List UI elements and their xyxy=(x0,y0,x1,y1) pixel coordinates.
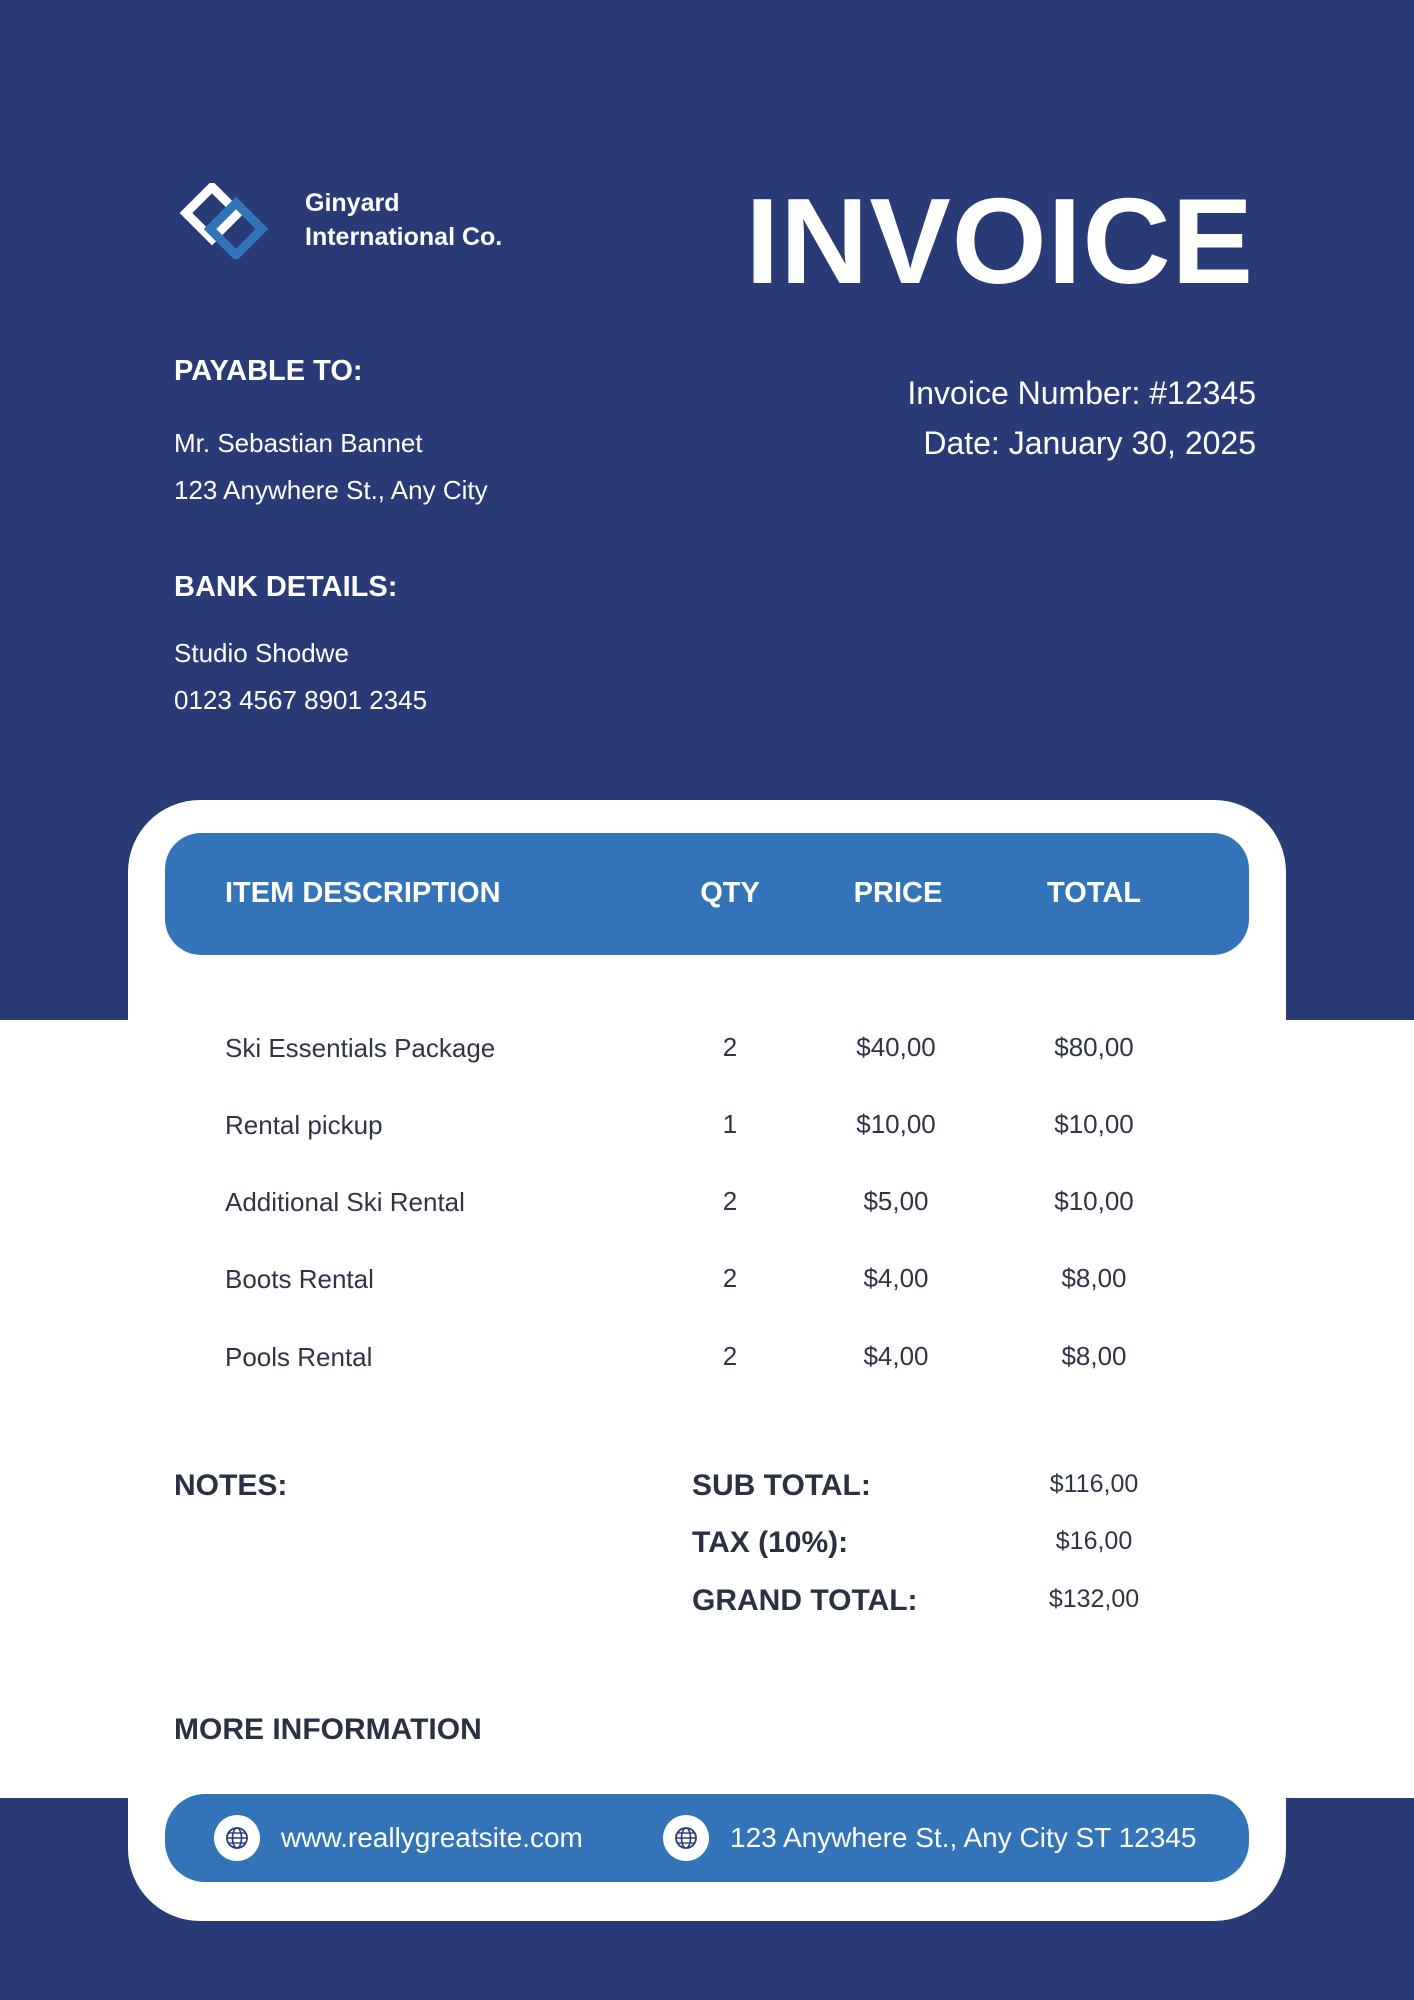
row-price: $40,00 xyxy=(856,1032,936,1062)
bank-account: 0123 4567 8901 2345 xyxy=(174,685,428,715)
tax-label: TAX (10%): xyxy=(692,1526,849,1559)
company-name-line1: Ginyard xyxy=(305,189,400,217)
subtotal-label: SUB TOTAL: xyxy=(692,1469,871,1502)
column-header-qty: QTY xyxy=(700,877,760,909)
row-price: $4,00 xyxy=(863,1341,929,1371)
row-qty: 2 xyxy=(722,1186,738,1216)
payable-name: Mr. Sebastian Bannet xyxy=(174,428,423,458)
row-description: Rental pickup xyxy=(225,1110,383,1140)
column-header-description: ITEM DESCRIPTION xyxy=(225,877,501,909)
row-qty: 2 xyxy=(722,1263,738,1293)
column-header-total: TOTAL xyxy=(1047,877,1141,909)
invoice-title: INVOICE xyxy=(745,173,1254,309)
row-qty: 2 xyxy=(722,1032,738,1062)
company-name-line2: International Co. xyxy=(305,223,503,251)
row-description: Boots Rental xyxy=(225,1264,374,1294)
row-price: $4,00 xyxy=(863,1263,929,1293)
grand-total-value: $132,00 xyxy=(1048,1585,1140,1613)
row-total: $8,00 xyxy=(1061,1263,1127,1293)
invoice-meta xyxy=(907,368,1256,468)
row-description: Pools Rental xyxy=(225,1342,373,1372)
row-description: Additional Ski Rental xyxy=(225,1187,465,1217)
notes-label: NOTES: xyxy=(174,1469,288,1502)
website-link[interactable]: www.reallygreatsite.com xyxy=(281,1822,583,1853)
bank-heading: BANK DETAILS: xyxy=(174,571,398,603)
bank-name: Studio Shodwe xyxy=(174,638,349,668)
grand-total-label: GRAND TOTAL: xyxy=(692,1584,918,1617)
invoice-date: Date: January 30, 2025 xyxy=(923,425,1256,461)
company-name xyxy=(305,186,502,254)
row-total: $10,00 xyxy=(1054,1109,1134,1139)
row-price: $5,00 xyxy=(863,1186,929,1216)
payable-heading: PAYABLE TO: xyxy=(174,355,363,387)
contact-address: 123 Anywhere St., Any City ST 12345 xyxy=(730,1822,1197,1853)
globe-icon xyxy=(214,1815,260,1861)
company-logo-icon xyxy=(174,183,278,259)
tax-value: $16,00 xyxy=(1055,1527,1133,1555)
row-total: $10,00 xyxy=(1054,1186,1134,1216)
more-info-heading: MORE INFORMATION xyxy=(174,1713,482,1746)
row-total: $8,00 xyxy=(1061,1341,1127,1371)
globe-icon xyxy=(663,1815,709,1861)
payable-address: 123 Anywhere St., Any City xyxy=(174,475,488,505)
column-header-price: PRICE xyxy=(853,877,943,909)
invoice-number: Invoice Number: #12345 xyxy=(907,375,1256,411)
subtotal-value: $116,00 xyxy=(1049,1470,1139,1498)
row-qty: 2 xyxy=(722,1341,738,1371)
row-description: Ski Essentials Package xyxy=(225,1033,496,1063)
row-total: $80,00 xyxy=(1054,1032,1134,1062)
row-price: $10,00 xyxy=(856,1109,936,1139)
row-qty: 1 xyxy=(722,1109,738,1139)
